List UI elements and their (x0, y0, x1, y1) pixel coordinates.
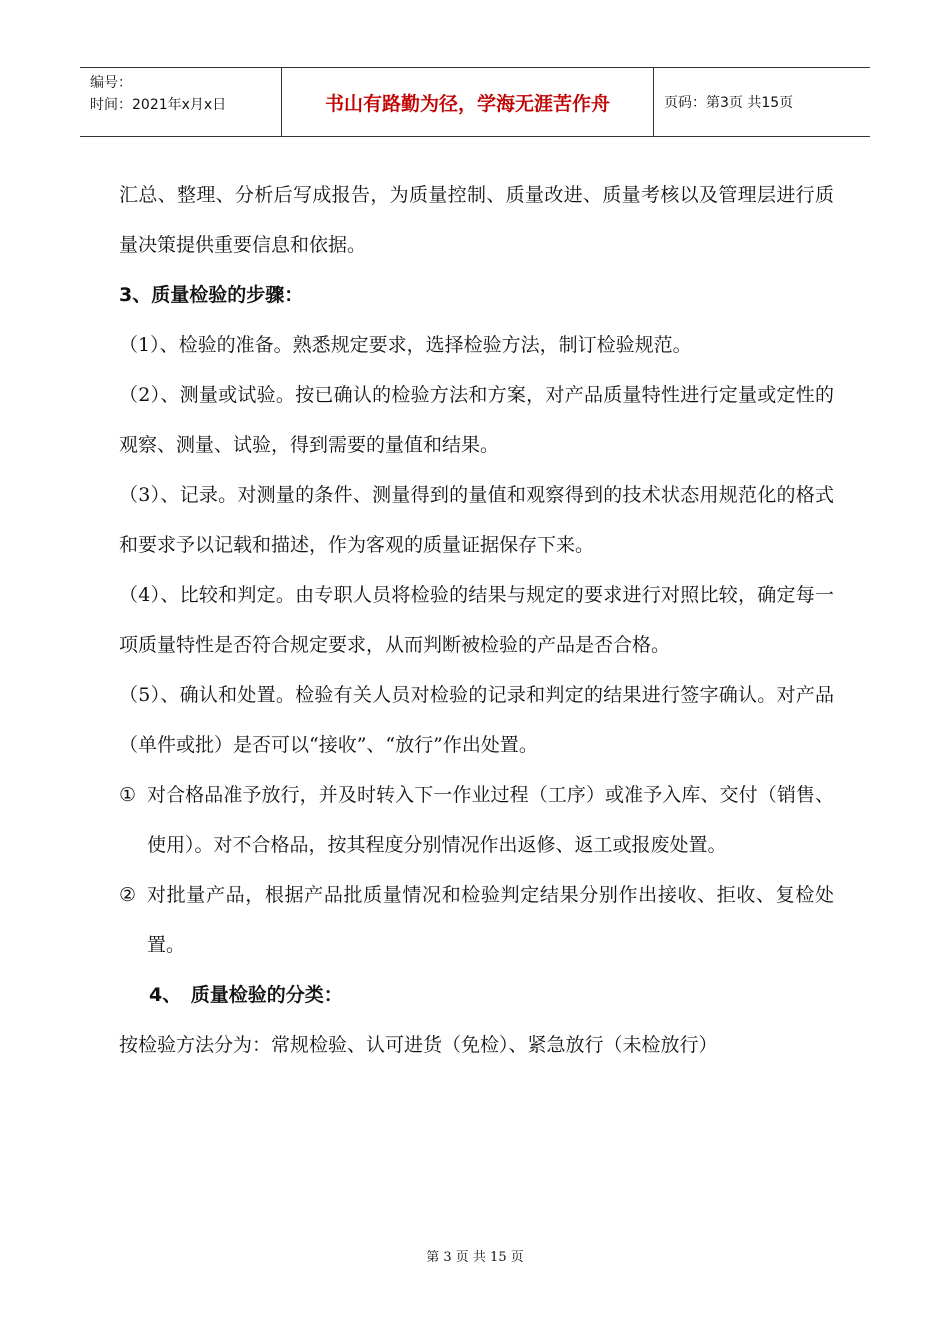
list-marker-1: ① (119, 784, 137, 806)
list-text-1: 对合格品准予放行，并及时转入下一作业过程（工序）或准予入库、交付（销售、使用）。对不合格品，按其程度分别情况作出返修、返工或报废处置。 (147, 784, 834, 856)
list-marker-2: ② (119, 884, 137, 906)
header-meta (80, 68, 282, 136)
paragraph-intro: 汇总、整理、分析后写成报告，为质量控制、质量改进、质量考核以及管理层进行质量决策提供重要信息和依据。 (119, 184, 834, 256)
step-5: （5）、确认和处置。检验有关人员对检验的记录和判定的结果进行签字确认。对产品（单件或批）是否可以“接收”、“放行”作出处置。 (119, 684, 834, 756)
list-text-2: 对批量产品，根据产品批质量情况和检验判定结果分别作出接收、拒收、复检处置。 (147, 884, 834, 956)
paragraph-classification: 按检验方法分为：常规检验、认可进货（免检）、紧急放行（未检放行） (119, 1034, 718, 1056)
header-page-label: 页码：第3页 共15页 (664, 95, 794, 111)
section-heading-3: 3、质量检验的步骤： (119, 284, 304, 306)
list-item-2 (119, 870, 834, 970)
time-label: 时间：2021年x月x日 (90, 97, 227, 113)
page-footer: 第 3 页 共 15 页 (426, 1250, 524, 1265)
step-3: （3）、记录。对测量的条件、测量得到的量值和观察得到的技术状态用规范化的格式和要求予以记载和描述，作为客观的质量证据保存下来。 (119, 484, 834, 556)
step-1: （1）、检验的准备。熟悉规定要求，选择检验方法，制订检验规范。 (119, 334, 692, 356)
step-4: （4）、比较和判定。由专职人员将检验的结果与规定的要求进行对照比较，确定每一项质量特性是否符合规定要求，从而判断被检验的产品是否合格。 (119, 584, 834, 656)
header-motto: 书山有路勤为径，学海无涯苦作舟 (282, 68, 654, 136)
number-label: 编号： (90, 75, 132, 91)
page-header (80, 67, 870, 137)
step-2: （2）、测量或试验。按已确认的检验方法和方案，对产品质量特性进行定量或定性的观察、测量、试验，得到需要的量值和结果。 (119, 384, 834, 456)
document-body (119, 170, 834, 1070)
list-item-1 (119, 770, 834, 870)
section-heading-4: 4、 质量检验的分类： (149, 984, 343, 1006)
